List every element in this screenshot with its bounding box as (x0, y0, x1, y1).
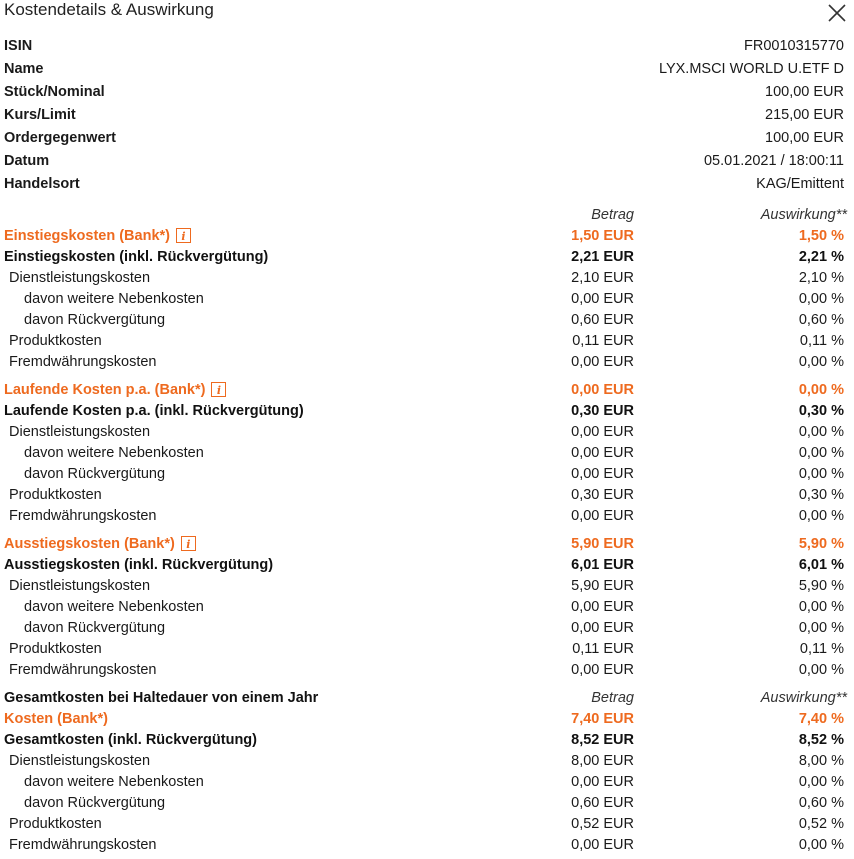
running-costs-bank-row (4, 379, 847, 400)
cost-row (4, 596, 847, 617)
impact: 8,52 % (798, 731, 844, 748)
cost-row (4, 792, 847, 813)
amount: 0,30 EUR (571, 486, 634, 503)
exit-costs-bank-row (4, 533, 847, 554)
amount: 0,00 EUR (571, 423, 634, 440)
info-value: FR0010315770 (744, 37, 844, 54)
running-costs-bank-label: Laufende Kosten p.a. (Bank*) (4, 381, 206, 398)
row-label: davon Rückvergütung (24, 465, 166, 482)
info-key: Name (4, 60, 44, 77)
info-value: 100,00 EUR (765, 83, 844, 100)
amount: 6,01 EUR (571, 556, 634, 573)
amount: 0,00 EUR (571, 773, 634, 790)
row-label: Dienstleistungskosten (9, 423, 151, 440)
info-row-name (4, 57, 844, 80)
info-value: 215,00 EUR (765, 106, 844, 123)
order-info-table (4, 34, 844, 195)
amount: 0,52 EUR (571, 815, 634, 832)
impact: 0,00 % (798, 619, 844, 636)
amount: 0,00 EUR (571, 507, 634, 524)
entry-costs-bank-row (4, 225, 847, 246)
amount: 2,21 EUR (571, 248, 634, 265)
cost-row (4, 834, 847, 855)
cost-row (4, 750, 847, 771)
cost-row (4, 330, 847, 351)
info-key: Handelsort (4, 175, 80, 192)
cost-row (4, 442, 847, 463)
impact: 0,00 % (798, 836, 844, 853)
impact: 0,11 % (799, 332, 844, 349)
amount: 8,00 EUR (571, 752, 634, 769)
amount: 7,40 EUR (571, 710, 634, 727)
info-value: KAG/Emittent (756, 175, 844, 192)
impact: 0,30 % (798, 402, 844, 419)
cost-row (4, 267, 847, 288)
row-label: davon Rückvergütung (24, 794, 166, 811)
impact: 0,00 % (798, 290, 844, 307)
row-label: Dienstleistungskosten (9, 752, 151, 769)
info-value: 05.01.2021 / 18:00:11 (703, 152, 844, 169)
amount: 0,60 EUR (571, 794, 634, 811)
row-label: Fremdwährungskosten (9, 661, 157, 678)
impact: 0,60 % (798, 794, 844, 811)
info-row-date (4, 149, 844, 172)
column-header-row (4, 204, 847, 225)
row-label: davon weitere Nebenkosten (24, 444, 204, 461)
running-costs-total-row (4, 400, 847, 421)
row-label: davon weitere Nebenkosten (24, 598, 204, 615)
row-label: davon Rückvergütung (24, 311, 166, 328)
row-label: Fremdwährungskosten (9, 353, 157, 370)
info-row-venue (4, 172, 844, 195)
row-label: Dienstleistungskosten (9, 269, 151, 286)
close-icon[interactable] (826, 2, 848, 24)
impact: 0,30 % (798, 486, 844, 503)
cost-row (4, 771, 847, 792)
total-costs-heading-row (4, 687, 847, 708)
impact: 2,10 % (798, 269, 844, 286)
dialog-title: Kostendetails & Auswirkung (4, 0, 214, 19)
cost-row (4, 463, 847, 484)
info-row-order-value (4, 126, 844, 149)
amount: 0,00 EUR (571, 381, 634, 398)
row-label: Ausstiegskosten (inkl. Rückvergütung) (4, 556, 274, 573)
entry-costs-bank-label: Einstiegskosten (Bank*) (4, 227, 170, 244)
amount: 0,60 EUR (571, 311, 634, 328)
exit-costs-total-row (4, 554, 847, 575)
cost-row (4, 309, 847, 330)
amount: 0,11 EUR (572, 640, 634, 657)
amount: 5,90 EUR (571, 577, 634, 594)
cost-row (4, 659, 847, 680)
info-row-quantity (4, 80, 844, 103)
row-label: Produktkosten (9, 332, 102, 349)
info-icon[interactable]: i (176, 228, 191, 243)
info-key: Ordergegenwert (4, 129, 116, 146)
row-label: Produktkosten (9, 640, 102, 657)
impact: 5,90 % (798, 535, 844, 552)
row-label: davon Rückvergütung (24, 619, 166, 636)
cost-row (4, 638, 847, 659)
info-key: Kurs/Limit (4, 106, 76, 123)
info-value: LYX.MSCI WORLD U.ETF D (658, 60, 844, 77)
amount: 0,00 EUR (571, 444, 634, 461)
impact: 0,00 % (798, 661, 844, 678)
amount: 0,30 EUR (571, 402, 634, 419)
amount: 0,00 EUR (571, 619, 634, 636)
impact: 0,00 % (798, 773, 844, 790)
row-label: Produktkosten (9, 815, 102, 832)
info-row-isin (4, 34, 844, 57)
row-label: Einstiegskosten (inkl. Rückvergütung) (4, 248, 269, 265)
row-label: Fremdwährungskosten (9, 836, 157, 853)
impact: 0,00 % (798, 465, 844, 482)
amount-column-header: Betrag (591, 689, 634, 706)
impact: 0,00 % (798, 353, 844, 370)
total-costs-bank-row (4, 708, 847, 729)
impact: 0,00 % (798, 444, 844, 461)
cost-row (4, 505, 847, 526)
row-label: Kosten (Bank*) (4, 710, 108, 727)
impact: 8,00 % (798, 752, 844, 769)
impact: 5,90 % (798, 577, 844, 594)
amount-column-header: Betrag (591, 206, 634, 223)
impact: 0,60 % (798, 311, 844, 328)
impact: 0,52 % (798, 815, 844, 832)
amount: 0,00 EUR (571, 290, 634, 307)
impact-column-header: Auswirkung** (760, 689, 847, 706)
amount: 0,00 EUR (571, 353, 634, 370)
cost-row (4, 288, 847, 309)
amount: 5,90 EUR (571, 535, 634, 552)
amount: 0,11 EUR (572, 332, 634, 349)
row-label: Produktkosten (9, 486, 102, 503)
row-label: davon weitere Nebenkosten (24, 290, 204, 307)
row-label: Dienstleistungskosten (9, 577, 151, 594)
impact: 1,50 % (798, 227, 844, 244)
impact: 0,00 % (798, 598, 844, 615)
row-label: Fremdwährungskosten (9, 507, 157, 524)
total-costs-heading: Gesamtkosten bei Haltedauer von einem Jahr (4, 689, 319, 706)
cost-table (4, 204, 847, 855)
cost-row (4, 484, 847, 505)
impact: 0,00 % (798, 507, 844, 524)
info-icon[interactable]: i (181, 536, 196, 551)
info-row-price (4, 103, 844, 126)
cost-row (4, 421, 847, 442)
cost-row (4, 351, 847, 372)
info-key: ISIN (4, 37, 33, 54)
amount: 1,50 EUR (571, 227, 634, 244)
amount: 0,00 EUR (571, 836, 634, 853)
impact: 2,21 % (798, 248, 844, 265)
info-key: Stück/Nominal (4, 83, 105, 100)
impact: 0,00 % (798, 423, 844, 440)
exit-costs-bank-label: Ausstiegskosten (Bank*) (4, 535, 175, 552)
impact: 6,01 % (798, 556, 844, 573)
cost-row (4, 813, 847, 834)
amount: 0,00 EUR (571, 465, 634, 482)
info-key: Datum (4, 152, 50, 169)
info-icon[interactable]: i (211, 382, 226, 397)
impact: 0,00 % (798, 381, 844, 398)
amount: 8,52 EUR (571, 731, 634, 748)
entry-costs-total-row (4, 246, 847, 267)
impact: 0,11 % (799, 640, 844, 657)
row-label: Gesamtkosten (inkl. Rückvergütung) (4, 731, 257, 748)
impact: 7,40 % (798, 710, 844, 727)
cost-row (4, 617, 847, 638)
info-value: 100,00 EUR (765, 129, 844, 146)
total-costs-total-row (4, 729, 847, 750)
row-label: Laufende Kosten p.a. (inkl. Rückvergütung) (4, 402, 304, 419)
amount: 0,00 EUR (571, 661, 634, 678)
amount: 2,10 EUR (571, 269, 634, 286)
row-label: davon weitere Nebenkosten (24, 773, 204, 790)
cost-row (4, 575, 847, 596)
amount: 0,00 EUR (571, 598, 634, 615)
impact-column-header: Auswirkung** (760, 206, 847, 223)
